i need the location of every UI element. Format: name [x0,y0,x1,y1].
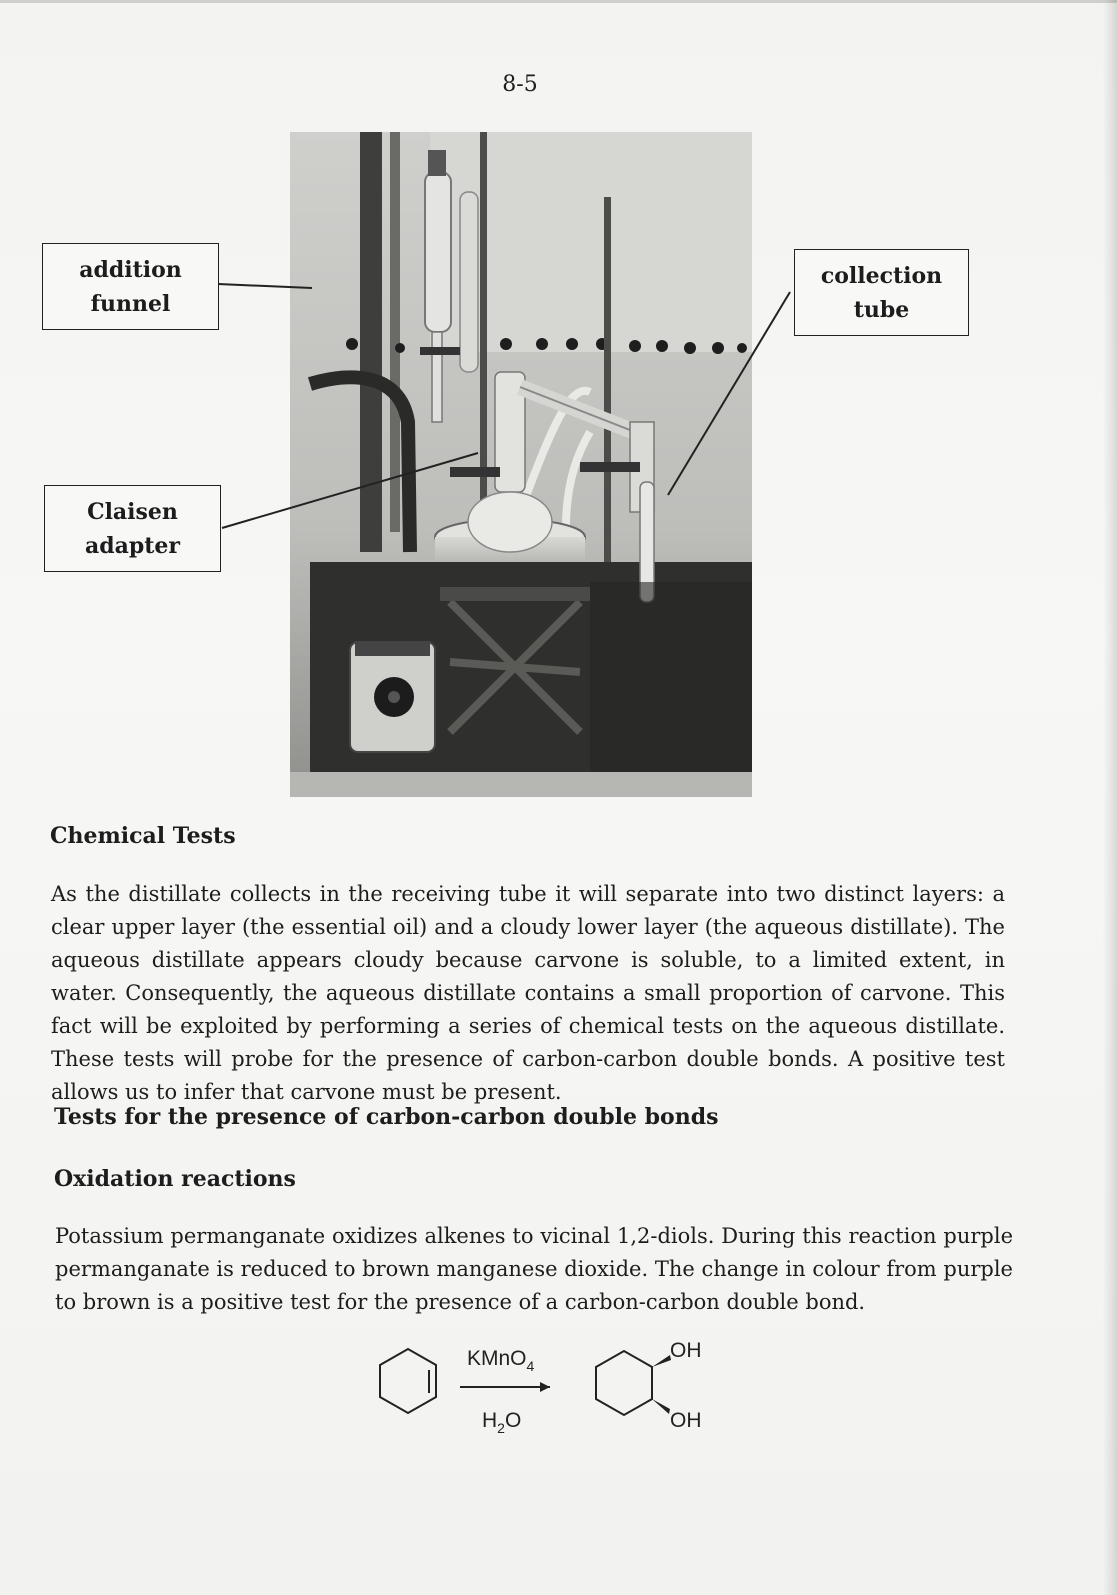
reagent-h2o: $H_2O$ [482,1409,522,1436]
oxidation-reaction-scheme [350,1335,730,1445]
diol-structure [596,1351,652,1415]
addition-funnel-label-line-2: funnel [90,290,171,317]
addition-funnel-label-line-1: addition [79,256,182,283]
collection-tube-label-line-1: collection [820,262,943,289]
collection-tube-label-line-2: tube [853,296,910,323]
claisen-adapter-label-line-2: adapter [84,532,181,559]
claisen-adapter-label [44,485,221,572]
chemical-tests-paragraph: As the distillate collects in the receiving tube it will separate into two distinct layers: a clear upper layer (the essential oil) and a cloudy lower layer (the aqueous distillate). The aqueous distillate appears cloudy because carvone is soluble, to a limited extent, in water. Consequently, the aqueous distillate contains a small proportion of carvone. This fact will be exploited by performing a series of chemical tests on the aqueous distillate. These tests will probe for the presence of carbon-carbon double bonds. A positive test allows us to infer that carvone must be present. [51,882,1005,1104]
claisen-adapter-label-line-1: Claisen [87,498,178,525]
apparatus-photo [290,132,752,797]
cyclohexene-structure [380,1349,436,1413]
chemical-tests-heading: Chemical Tests [50,823,236,849]
reagent-kmno4: KMnO$_4$ [467,1347,535,1374]
collection-tube-label [794,249,969,336]
tests-for-double-bonds-heading: Tests for the presence of carbon-carbon double bonds [54,1104,719,1130]
page-number: 8-5 [502,72,538,97]
page-edge-shadow [1103,0,1117,1595]
oxidation-paragraph: Potassium permanganate oxidizes alkenes to vicinal 1,2-diols. During this reaction purple permanganate is reduced to brown manganese dioxide. The change in colour from purple to brown is a positive test for the presence of a carbon-carbon double bond. [55,1224,1013,1314]
product-oh-bottom: OH [670,1409,702,1432]
oxidation-reactions-heading: Oxidation reactions [54,1166,296,1192]
addition-funnel-label [42,243,219,330]
page-top-edge [0,0,1117,3]
product-oh-top: OH [670,1339,702,1362]
